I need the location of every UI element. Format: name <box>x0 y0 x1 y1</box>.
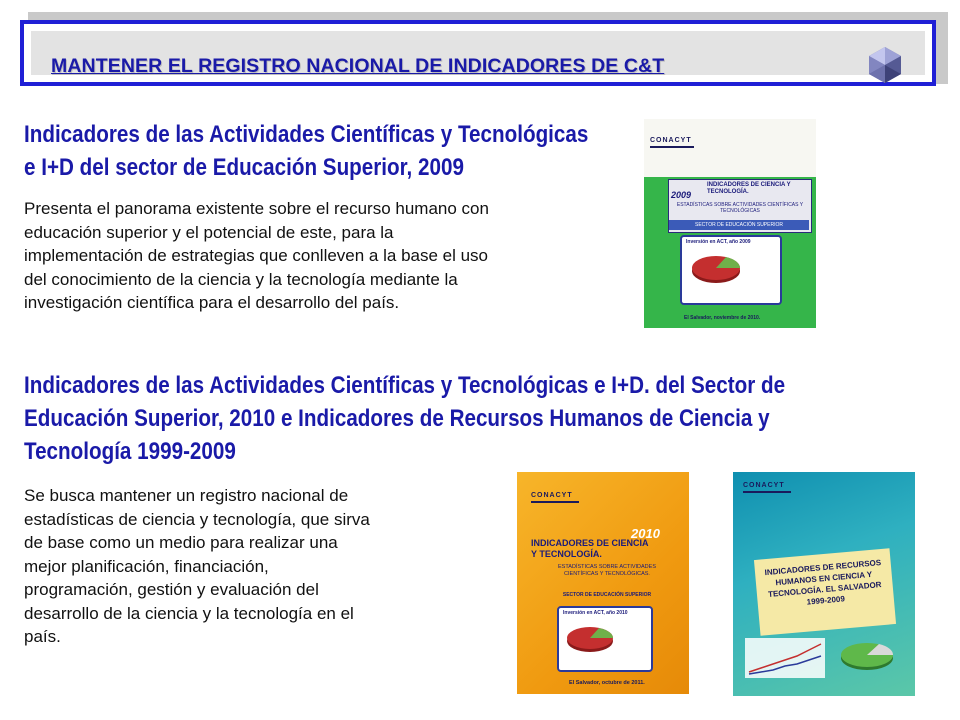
cover-2010-year: 2010 <box>631 526 660 541</box>
section2-title-line-2: Educación Superior, 2010 e Indicadores de Recursos Humanos de Ciencia y <box>24 405 770 432</box>
banner-inner <box>31 31 925 75</box>
section2-body-line-6: desarrollo de la ciencia y la tecnología en el <box>24 603 354 623</box>
cover-2009-chart-box <box>680 235 782 305</box>
section1-title-line-1: Indicadores de las Actividades Científicas y Tecnológicas <box>24 121 589 148</box>
section1-body-line-2: educación superior y el potencial de este, para la <box>24 222 394 242</box>
section2-title-line-1: Indicadores de las Actividades Científicas y Tecnológicas e I+D. del Sector de <box>24 372 786 399</box>
cover-2009-title-box <box>668 179 812 233</box>
cover-2010-chart-box <box>557 606 653 672</box>
cover-2009-subtitle: ESTADÍSTICAS SOBRE ACTIVIDADES CIENTÍFICAS Y TECNOLÓGICAS <box>676 202 804 214</box>
cover-2009-header <box>644 119 816 177</box>
cover-rrhh-line-chart-icon <box>745 638 825 678</box>
cover-rrhh-title-box <box>754 548 896 636</box>
cover-2010-logo: CONACYT <box>531 492 573 499</box>
cover-2009-sector: SECTOR DE EDUCACIÓN SUPERIOR <box>669 220 809 230</box>
title-banner <box>20 20 936 86</box>
section2-body-line-7: país. <box>24 627 61 646</box>
section2-body-line-5: programación, gestión y evaluación del <box>24 580 319 599</box>
cover-rrhh-logo-line <box>743 491 791 493</box>
cover-2009-chart-title: Inversión en ACT, año 2009 <box>686 239 751 245</box>
section2-body-line-4: mejor planificación, financiación, <box>24 556 269 576</box>
cover-rrhh-logo: CONACYT <box>743 482 785 489</box>
cover-2010-title: INDICADORES DE CIENCIA Y TECNOLOGÍA. <box>531 538 649 559</box>
cover-2009-logo: CONACYT <box>650 137 692 144</box>
section1-body-line-4: del conocimiento de la ciencia y la tecnología mediante la <box>24 269 458 289</box>
section1-body-line-3: implementación de estrategias que conlleven a la base el uso <box>24 246 489 265</box>
cover-2009-logo-line <box>650 146 694 148</box>
cover-2010-pie-icon <box>565 622 615 656</box>
section1-body-line-5: investigación científica para el desarrollo del país. <box>24 293 400 312</box>
section1-title-line-2: e I+D del sector de Educación Superior, 2009 <box>24 154 464 181</box>
cover-rrhh-pie-icon <box>837 638 897 674</box>
cover-2009-pie-icon <box>690 251 742 287</box>
cover-2010-logo-line <box>531 501 579 503</box>
section2-body-line-3: de base como un medio para realizar una <box>24 533 338 552</box>
section2-body-line-2: estadísticas de ciencia y tecnología, que sirva <box>24 509 370 529</box>
cover-2009-year: 2009 <box>671 190 692 200</box>
gem-icon <box>867 45 903 85</box>
cover-2010-subtitle: ESTADÍSTICAS SOBRE ACTIVIDADES CIENTÍFICAS Y TECNOLÓGICAS. <box>557 564 656 577</box>
cover-rrhh-title: INDICADORES DE RECURSOS HUMANOS EN CIENCIA Y TECNOLOGÍA. EL SALVADOR 1999-2009 <box>764 558 882 607</box>
section1-body-line-1: Presenta el panorama existente sobre el recurso humano con <box>24 199 489 218</box>
cover-2009-image <box>644 119 816 328</box>
cover-2009-footer: El Salvador, noviembre de 2010. <box>684 315 761 321</box>
cover-rrhh-image <box>733 472 915 696</box>
section2-body-line-1: Se busca mantener un registro nacional de <box>24 486 349 505</box>
cover-2010-chart-title: Inversión en ACT, año 2010 <box>563 610 628 616</box>
banner-title: MANTENER EL REGISTRO NACIONAL DE INDICADORES DE C&T <box>51 55 665 77</box>
cover-2010-sector: SECTOR DE EDUCACIÓN SUPERIOR <box>562 592 652 598</box>
section2-title-line-3: Tecnología 1999-2009 <box>24 438 236 465</box>
cover-2009-title: INDICADORES DE CIENCIA Y TECNOLOGÍA. <box>707 182 791 195</box>
cover-2010-image <box>517 472 689 694</box>
cover-2010-footer: El Salvador, octubre de 2011. <box>569 680 645 686</box>
